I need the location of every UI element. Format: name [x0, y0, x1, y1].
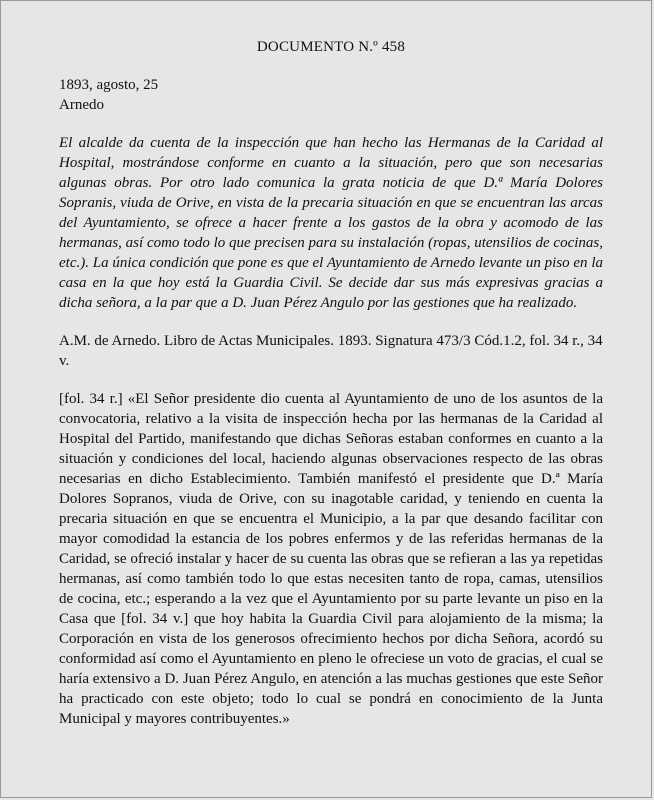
document-source: A.M. de Arnedo. Libro de Actas Municipales. 1893. Signatura 473/3 Cód.1.2, fol. 34 r., 34 v.: [59, 333, 603, 369]
document-summary: El alcalde da cuenta de la inspección que han hecho las Hermanas de la Caridad al Hospital, mostrándose conforme en cuanto a la situación, pero que son necesarias algunas obras. Por otro lado comunica la grata noticia de que D.ª María Dolores Sopranis, viuda de Orive, en vista de la precaria situación en que se encuentran las arcas del Ayuntamiento, se ofrece a hacer frente a los gastos de la obra y acomodo de las hermanas, así como todo lo que precisen para su instalación (ropas, utensilios de cocinas, etc.). La única condición que pone es que el Ayuntamiento de Arnedo levante un piso en la casa en la que hoy está la Guardia Civil. Se decide dar sus más expresivas gracias a dicha señora, a la par que a D. Juan Pérez Angulo por las gestiones que ha realizado.: [59, 135, 603, 311]
document-place: Arnedo: [59, 97, 104, 113]
document-title: DOCUMENTO N.º 458: [256, 39, 406, 55]
document-date: 1893, agosto, 25: [59, 77, 159, 93]
document-transcription: [fol. 34 r.] «El Señor presidente dio cuenta al Ayuntamiento de uno de los asuntos de la convocatoria, relativo a la visita de inspección hecha por las hermanas de la Caridad al Hospital del Partido, manifestando que dichas Señoras estaban conformes en cuanto a la situación y condiciones del local, haciendo algunas observaciones respecto de las obras necesarias en dicho Establecimiento. También manifestó el presidente que D.ª María Dolores Sopranos, viuda de Orive, con su inagotable caridad, y teniendo en cuenta la precaria situación en que se encuentra el Municipio, a la par que desando facilitar con mayor comodidad la estancia de los pobres enfermos y de las referidas hermanas de la Caridad, se ofreció instalar y hacer de su cuenta las obras que se refieran a las ya repetidas hermanas, así como también todo lo que estas necesiten tanto de ropa, camas, utensilios de cocina, etc.; esperando a la vez que el Ayuntamiento por su parte levante un piso en la Casa que [fol. 34 v.] que hoy habita la Guardia Civil para alojamiento de la misma; la Corporación en vista de los generosos ofrecimiento hechos por dicha Señora, acordó su conformidad así como el Ayuntamiento en pleno le ofreciese un voto de gracias, el cual se haría extensivo a D. Juan Pérez Angulo, en atención a las muchas gestiones que este Señor ha practicado con este objeto; todo lo cual se pondrá en conocimiento de la Junta Municipal y mayores contribuyentes.»: [59, 391, 603, 727]
document-content: [59, 37, 603, 729]
